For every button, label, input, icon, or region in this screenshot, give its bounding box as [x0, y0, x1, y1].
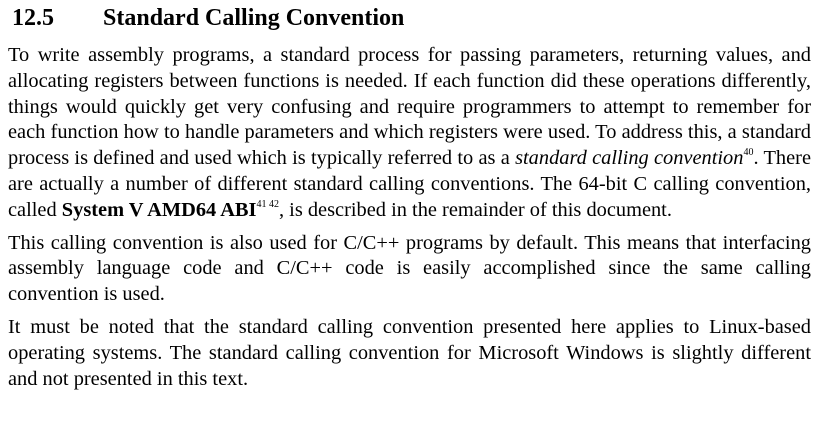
paragraph-linux-note: It must be noted that the standard calling convention presented here applies to Linux-based operating systems. The standard calling convention for Microsoft Windows is slightly different and not presented in this text.	[8, 315, 811, 390]
section-title: Standard Calling Convention	[103, 5, 405, 31]
footnote-marker-42[interactable]: 42	[268, 198, 279, 210]
section-heading	[8, 0, 811, 36]
section-number: 12.5	[12, 5, 54, 31]
abi-name: System V AMD64 ABI	[61, 198, 257, 221]
paragraph-cpp-default: This calling convention is also used for C/C++ programs by default. This means that interfacing assembly language code and C/C++ code is easily accomplished since the same calling convention is used.	[8, 231, 811, 306]
footnote-marker-40[interactable]: 40	[743, 147, 754, 159]
paragraph-calling-convention-intro	[8, 43, 811, 224]
footnote-marker-41[interactable]: 41	[256, 198, 267, 210]
paragraph-text: To write assembly programs, a standard process for passing parameters, returning values, and allocating registers between functions is needed. If each function did these operations differently, things would quickly get very confusing and require programmers to attempt to remember for each function how to handle parameters and which registers were used. To address this, a standard process is defined and used which is typically referred to as a	[8, 44, 811, 170]
paragraph-text: . There are actually a number of different standard calling conventions. The 64-bit C calling convention, called	[8, 147, 811, 221]
document-page	[8, 0, 811, 392]
paragraph-text: , is described in the remainder of this document.	[278, 198, 672, 221]
term-standard-calling-convention: standard calling convention	[515, 147, 744, 170]
